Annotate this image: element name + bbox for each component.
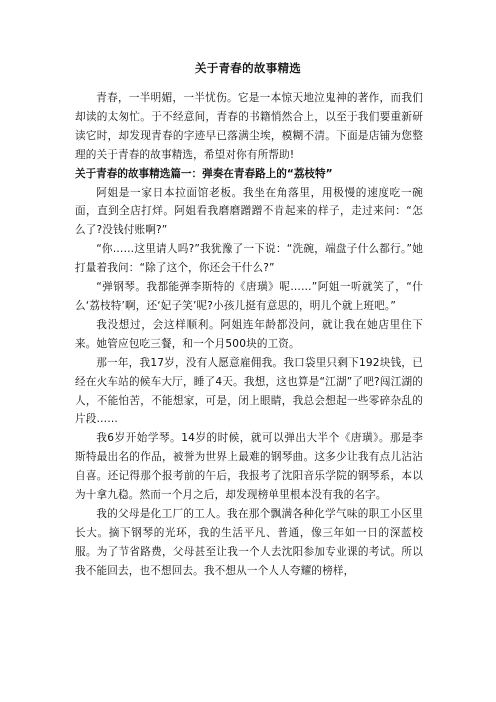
body-paragraph: 阿姐是一家日本拉面馆老板。我坐在角落里，用极慢的速度吃一碗面，直到全店打烊。阿姐看我磨磨蹭蹭不肯起来的样子，走过来问：“怎么了?没钱付账啊?”: [75, 186, 423, 237]
body-paragraph: 我的父母是化工厂的工人。我在那个飘满各种化学气味的职工小区里长大。摘下钢琴的光环，我的生活平凡、普通，像三年如一日的深蓝校服。为了节省路费，父母甚至让我一个人去沈阳参加专业课的考试。所以我不能回去，也不想回去。我不想从一个人人夸耀的榜样，: [75, 507, 423, 577]
document-title: 关于青春的故事精选: [194, 61, 302, 75]
body-paragraph: 我6岁开始学琴。14岁的时候，就可以弹出大半个《唐璜》。那是李斯特最出名的作品，被誉为世界上最难的钢琴曲。这多少让我有点儿沾沾自喜。还记得那个报考前的午后，我报考了沈阳音乐学院的钢琴系，本以为十拿九稳。然而一个月之后，却发现榜单里根本没有我的名字。: [75, 432, 423, 502]
intro-paragraph: 青春，一半明媚，一半忧伤。它是一本惊天地泣鬼神的著作，而我们却读的太匆忙。于不经意间，青春的书籍悄然合上，以至于我们要重新研读它时，却发现青春的字迹早已落满尘埃，模糊不清。下面是店铺为您整理的关于青春的故事精选，希望对你有所帮助!: [75, 92, 423, 161]
body-paragraph: “弹钢琴。我都能弹李斯特的《唐璜》呢……”阿姐一听就笑了，“什么‘荔枝特’啊，还‘妃子笑’呢?小孩儿挺有意思的，明儿个就上班吧。”: [75, 281, 423, 312]
section-heading: 关于青春的故事精选篇一：弹奏在青春路上的“荔枝特”: [75, 167, 333, 180]
body-paragraph: 我没想过，会这样顺利。阿姐连年龄都没问，就让我在她店里住下来。她管应包吃三餐，和一个月500块的工资。: [75, 318, 423, 350]
document-body: [75, 89, 423, 581]
body-paragraph: “你……这里请人吗?”我犹豫了一下说：“洗碗，端盘子什么都行。”她打量着我问：“除了这个，你还会干什么?”: [75, 243, 423, 275]
body-paragraph: 那一年，我17岁，没有人愿意雇佣我。我口袋里只剩下192块钱，已经在火车站的候车大厅，睡了4天。我想，这也算是“江湖”了吧?闯江湖的人，不能怕苦，不能想家，可是，闭上眼睛，我总会想起一些零碎杂乱的片段……: [75, 356, 423, 426]
